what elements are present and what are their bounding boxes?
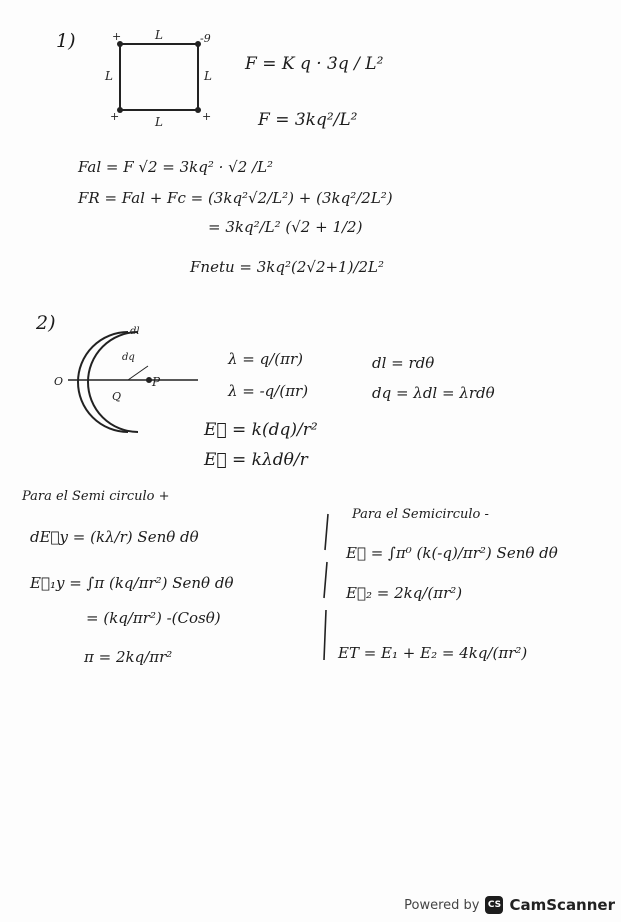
dq-label: dq xyxy=(122,352,135,363)
left-eq-1: dE⃗y = (kλ/r) Senθ dθ xyxy=(30,528,199,546)
powered-by-text: Powered by xyxy=(404,897,480,913)
problem-2-number: 2) xyxy=(36,312,56,334)
side-label-left: L xyxy=(105,69,113,83)
lambda-eq-1: λ = q/(πr) xyxy=(228,350,303,368)
force-eq-5: = 3kq²/L² (√2 + 1/2) xyxy=(208,218,363,236)
charge-label: Q xyxy=(112,390,122,403)
point-label: P xyxy=(152,375,161,389)
force-eq-4: FR = Fal + Fc = (3kq²√2/L²) + (3kq²/2L²) xyxy=(78,189,393,207)
field-eq-2: E⃗ = kλdθ/r xyxy=(204,450,308,470)
side-label-top: L xyxy=(155,28,163,42)
corner-label-bl: + xyxy=(110,110,120,123)
semicircle-plus-heading: Para el Semi circulo + xyxy=(22,489,170,504)
side-label-bottom: L xyxy=(155,115,163,128)
origin-label: O xyxy=(54,375,64,388)
right-eq-3: ET = E₁ + E₂ = 4kq/(πr²) xyxy=(338,644,528,662)
left-eq-3: = (kq/πr²) -(Cosθ) xyxy=(86,609,221,627)
corner-label-tl: + xyxy=(112,30,122,43)
left-eq-2: E⃗₁y = ∫π (kq/πr²) Senθ dθ xyxy=(30,574,234,592)
dq-eq: dq = λdl = λrdθ xyxy=(372,384,495,402)
force-eq-3: Fal = F √2 = 3kq² · √2 /L² xyxy=(78,158,274,176)
dl-eq: dl = rdθ xyxy=(372,354,435,372)
force-eq-2: F = 3kq²/L² xyxy=(258,110,358,130)
semicircle-minus-heading: Para el Semicirculo - xyxy=(352,507,489,522)
dl-label: dl xyxy=(130,326,140,337)
charge-dot xyxy=(195,107,201,113)
field-eq-1: E⃗ = k(dq)/r² xyxy=(204,420,318,440)
problem-1-number: 1) xyxy=(56,30,76,52)
semicircle-diagram xyxy=(48,318,208,448)
force-eq-6: Fnetu = 3kq²(2√2+1)/2L² xyxy=(190,258,385,276)
square-charge-diagram xyxy=(100,28,230,128)
camscanner-brand: CamScanner xyxy=(509,896,615,914)
camscanner-watermark xyxy=(404,896,615,914)
corner-label-br: + xyxy=(202,110,212,123)
lambda-eq-2: λ = -q/(πr) xyxy=(228,382,309,400)
column-divider xyxy=(318,510,338,670)
force-eq-1: F = K q · 3q / L² xyxy=(245,54,384,74)
left-eq-4: π = 2kq/πr² xyxy=(84,648,173,666)
right-eq-1: E⃗ = ∫π⁰ (k(-q)/πr²) Senθ dθ xyxy=(346,544,558,562)
side-label-right: L xyxy=(204,69,212,83)
camscanner-logo-icon: CS xyxy=(485,896,503,914)
right-eq-2: E⃗₂ = 2kq/(πr²) xyxy=(346,584,463,602)
corner-label-tr: -9 xyxy=(200,32,211,45)
